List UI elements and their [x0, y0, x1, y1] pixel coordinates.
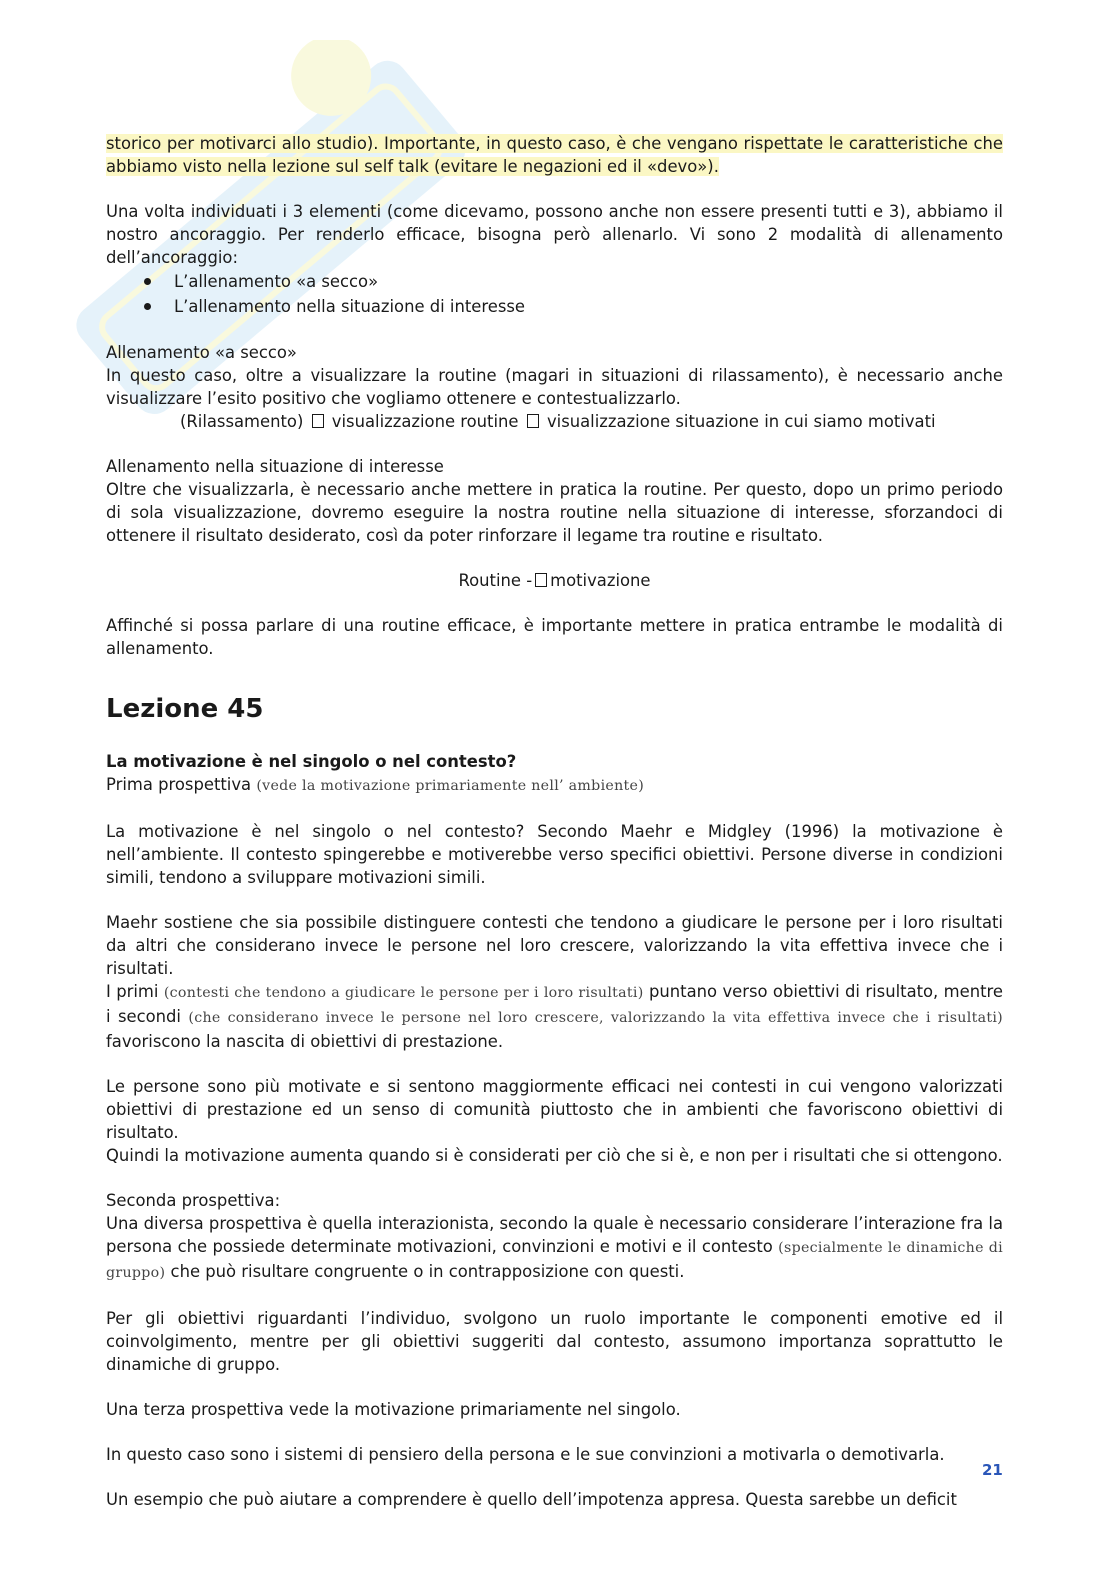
paragraph-seconda: Una diversa prospettiva è quella interazionista, secondo la quale è necessario considerare l’interazione fra la persona che possiede determinate motivazioni, convinzioni e motivi e il contesto (specialmente le dinamiche di gruppo) che può risultare congruente o in contrapposizione con questi.: [106, 1214, 1003, 1281]
list-item: L’allenamento nella situazione di interesse: [144, 294, 1003, 319]
arrow-box-icon: [527, 414, 539, 428]
bullet-list: [106, 269, 1003, 319]
document-body: [106, 132, 1003, 1511]
lesson-heading: Lezione 45: [106, 694, 264, 724]
paragraph-interesse: Oltre che visualizzarla, è necessario anche mettere in pratica la routine. Per questo, dopo un primo periodo di sola visualizzazione, dovremo eseguire la nostra routine nella situazione di interesse, sforzandoci di ottenere il risultato desiderato, così da poter rinforzare il legame tra routine e risultato.: [106, 480, 1003, 545]
paragraph-maehr-1: La motivazione è nel singolo o nel contesto? Secondo Maehr e Midgley (1996) la motivazione è nell’ambiente. Il contesto spingerebbe e motiverebbe verso specifici obiettivi. Persone diverse in condizioni simili, tendono a sviluppare motivazioni simili.: [106, 822, 1003, 887]
paragraph-sistemi: In questo caso sono i sistemi di pensiero della persona e le sue convinzioni a motivarla o demotivarla.: [106, 1445, 945, 1464]
section-label-secco: Allenamento «a secco»: [106, 343, 297, 362]
section-label-seconda: Seconda prospettiva:: [106, 1191, 281, 1210]
highlighted-text: storico per motivarci allo studio). Importante, in questo caso, è che vengano rispettate le caratteristiche che abbiamo visto nella lezione sul self talk (evitare le negazioni ed il «devo»).: [106, 134, 1003, 176]
bullet-icon: [144, 303, 151, 310]
paragraph-ancoraggio: Una volta individuati i 3 elementi (come dicevamo, possono anche non essere presenti tutti e 3), abbiamo il nostro ancoraggio. Per renderlo efficace, bisogna però allenarlo. Vi sono 2 modalità di allenamento dell’ancoraggio:: [106, 202, 1003, 267]
bullet-icon: [144, 278, 151, 285]
paragraph-maehr-2: Maehr sostiene che sia possibile distinguere contesti che tendono a giudicare le persone per i loro risultati da altri che considerano invece le persone nel loro crescere, valorizzando la vita effettiva invece che i risultati. I primi (contesti che tendono a giudicare le persone per i loro risultati) puntano verso obiettivi di risultato, mentre i secondi (che considerano invece le persone nel loro crescere, valorizzando la vita effettiva invece che i risultati) favoriscono la nascita di obiettivi di prestazione.: [106, 913, 1004, 1051]
paragraph-terza: Una terza prospettiva vede la motivazione primariamente nel singolo.: [106, 1400, 681, 1419]
paragraph-secco: In questo caso, oltre a visualizzare la routine (magari in situazioni di rilassamento), è necessario anche visualizzare l’esito positivo che vogliamo ottenere e contestualizzarlo.: [106, 366, 1003, 408]
paragraph-storico: [106, 132, 1003, 178]
arrow-box-icon: [535, 573, 547, 587]
page-number: 21: [982, 1461, 1003, 1479]
section-label-interesse: Allenamento nella situazione di interesse: [106, 457, 444, 476]
paragraph-persone: Le persone sono più motivate e si sentono maggiormente efficaci nei contesti in cui vengono valorizzati obiettivi di prestazione ed un senso di comunità piuttosto che in ambienti che favoriscono obiettivi di risultato.: [106, 1077, 1003, 1142]
paragraph-esempio: Un esempio che può aiutare a comprendere è quello dell’impotenza appresa. Questa sarebbe un deficit: [106, 1490, 957, 1509]
prima-prospettiva-line: Prima prospettiva (vede la motivazione primariamente nell’ ambiente): [106, 775, 645, 794]
flow-line-1: (Rilassamento) visualizzazione routine visualizzazione situazione in cui siamo motivati: [180, 412, 936, 431]
list-item: L’allenamento «a secco»: [144, 269, 1003, 294]
flow-line-2: Routine - motivazione: [458, 571, 651, 590]
paragraph-affinche: Affinché si possa parlare di una routine efficace, è importante mettere in pratica entrambe le modalità di allenamento.: [106, 616, 1003, 658]
paragraph-quindi: Quindi la motivazione aumenta quando si è considerati per ciò che si è, e non per i risultati che si ottengono.: [106, 1146, 1003, 1165]
paragraph-obiettivi: Per gli obiettivi riguardanti l’individuo, svolgono un ruolo importante le componenti emotive ed il coinvolgimento, mentre per gli obiettivi suggeriti dal contesto, assumono importanza soprattutto le dinamiche di gruppo.: [106, 1309, 1003, 1374]
arrow-box-icon: [312, 414, 324, 428]
section-question-title: La motivazione è nel singolo o nel contesto?: [106, 752, 517, 771]
